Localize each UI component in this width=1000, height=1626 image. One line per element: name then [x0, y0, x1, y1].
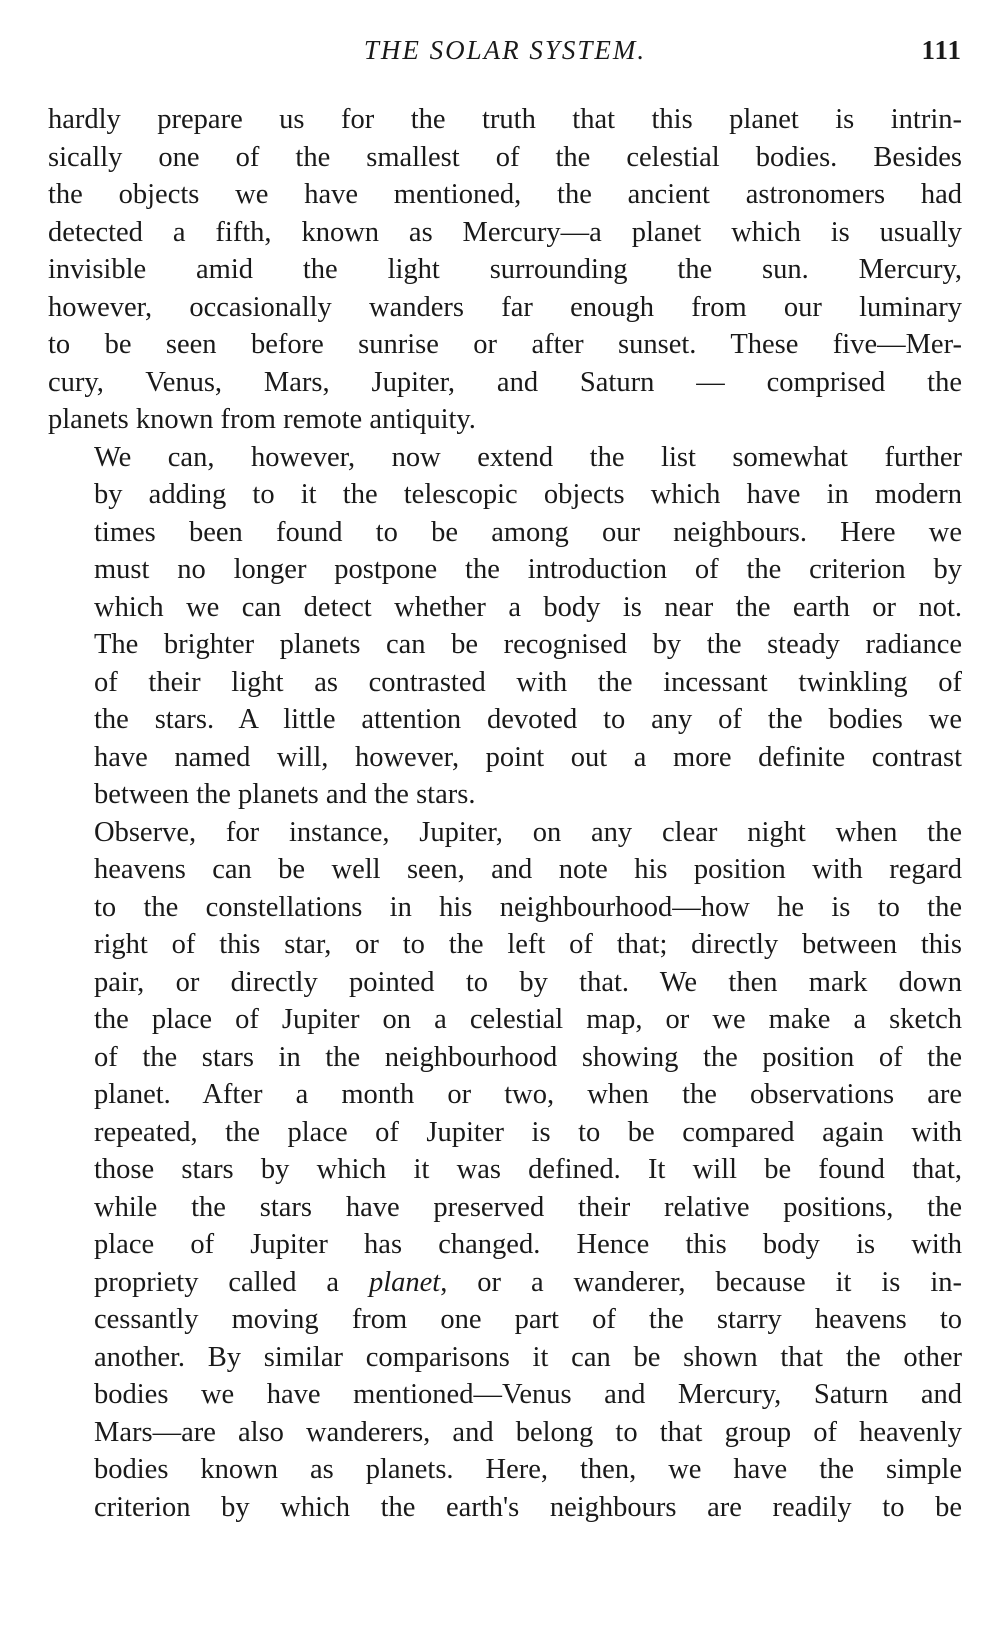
paragraph-1: [48, 101, 962, 439]
text-line-with-italic: [48, 1264, 962, 1302]
italic-term: planet: [368, 1266, 441, 1298]
text-line: hardly prepare us for the truth that this planet is intrin-: [48, 104, 962, 135]
text-line: repeated, the place of Jupiter is to be compared again with: [94, 1116, 962, 1148]
text-line: place of Jupiter has changed. Hence this body is with: [94, 1229, 962, 1260]
text-line: Mars—are also wanderers, and belong to that group of heavenly: [94, 1416, 962, 1448]
text-line: times been found to be among our neighbours. Here we: [94, 516, 962, 548]
text-line: pair, or directly pointed to by that. We then mark down: [94, 966, 962, 998]
text-line: however, occasionally wanders far enough from our luminary: [48, 291, 962, 323]
text-line: to the constellations in his neighbourhood—how he is to the: [94, 891, 962, 923]
text-fragment: propriety called a: [94, 1266, 369, 1298]
text-fragment: , or a wanderer, because it is in-: [440, 1266, 962, 1298]
page-number: 111: [921, 35, 962, 65]
text-line: have named will, however, point out a more definite contrast: [94, 741, 962, 773]
text-line: of the stars in the neighbourhood showing the position of the: [94, 1041, 962, 1073]
text-line: between the planets and the stars.: [94, 779, 476, 810]
text-line: heavens can be well seen, and note his position with regard: [94, 854, 962, 885]
body-text: [48, 101, 962, 1526]
text-line: planet. After a month or two, when the observations are: [94, 1079, 962, 1110]
text-line: Observe, for instance, Jupiter, on any clear night when the: [94, 816, 962, 848]
text-line: planets known from remote antiquity.: [48, 404, 476, 435]
text-line: invisible amid the light surrounding the sun. Mercury,: [48, 254, 962, 285]
text-line: sically one of the smallest of the celestial bodies. Besides: [48, 141, 962, 173]
running-head: [48, 30, 962, 70]
paragraph-2: [48, 439, 962, 814]
text-line: another. By similar comparisons it can be shown that the other: [94, 1341, 962, 1373]
text-line: We can, however, now extend the list somewhat further: [94, 441, 962, 473]
text-line: the stars. A little attention devoted to any of the bodies we: [94, 704, 962, 735]
text-line: detected a fifth, known as Mercury—a planet which is usually: [48, 216, 962, 248]
text-line: bodies known as planets. Here, then, we have the simple: [94, 1454, 962, 1485]
text-line: The brighter planets can be recognised by the steady radiance: [94, 629, 962, 660]
text-line: while the stars have preserved their relative positions, the: [94, 1191, 962, 1223]
text-line: to be seen before sunrise or after sunset. These five—Mer-: [48, 329, 962, 360]
text-line: must no longer postpone the introduction of the criterion by: [94, 554, 962, 585]
text-line: cury, Venus, Mars, Jupiter, and Saturn — comprised the: [48, 366, 962, 398]
paragraph-3: [48, 814, 962, 1527]
text-line: criterion by which the earth's neighbours are readily to be: [94, 1491, 962, 1523]
text-line: cessantly moving from one part of the starry heavens to: [94, 1304, 962, 1335]
text-line: the objects we have mentioned, the ancient astronomers had: [48, 179, 962, 210]
text-line: which we can detect whether a body is near the earth or not.: [94, 591, 962, 623]
text-line: by adding to it the telescopic objects which have in modern: [94, 479, 962, 510]
text-line: of their light as contrasted with the incessant twinkling of: [94, 666, 962, 698]
text-line: the place of Jupiter on a celestial map, or we make a sketch: [94, 1004, 962, 1035]
running-title: THE SOLAR SYSTEM.: [363, 35, 647, 65]
text-line: right of this star, or to the left of that; directly between this: [94, 929, 962, 960]
text-line: those stars by which it was defined. It will be found that,: [94, 1154, 962, 1185]
text-line: bodies we have mentioned—Venus and Mercury, Saturn and: [94, 1379, 962, 1410]
